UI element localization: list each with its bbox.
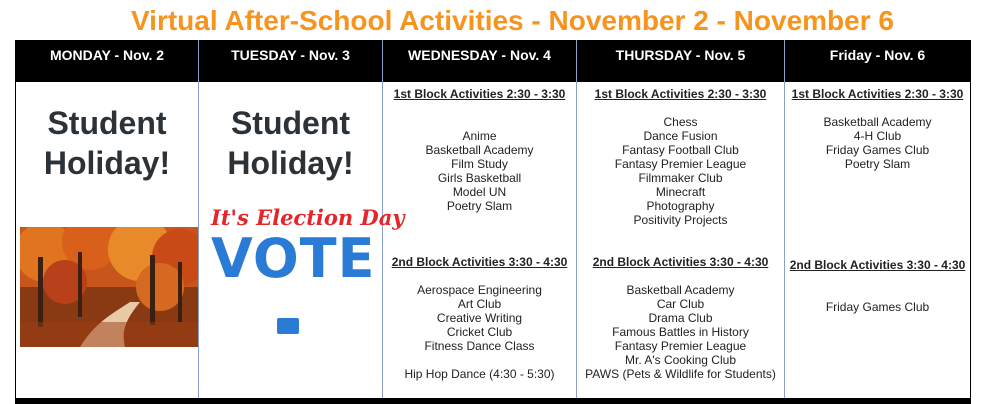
list-item: Fitness Dance Class bbox=[424, 339, 535, 353]
list-item: Basketball Academy bbox=[425, 143, 534, 157]
block-heading-first: 1st Block Activities 2:30 - 3:30 bbox=[594, 87, 767, 101]
list-item: Poetry Slam bbox=[844, 157, 911, 171]
day-header-monday: MONDAY - Nov. 2 bbox=[16, 40, 198, 82]
block-heading-first: 1st Block Activities 2:30 - 3:30 bbox=[393, 87, 566, 101]
list-item: Girls Basketball bbox=[437, 171, 522, 185]
list-item: Photography bbox=[646, 199, 715, 213]
list-item: Basketball Academy bbox=[823, 115, 932, 129]
list-item: 4-H Club bbox=[853, 129, 902, 143]
list-item: Drama Club bbox=[648, 311, 713, 325]
block-heading-second: 2nd Block Activities 3:30 - 4:30 bbox=[592, 255, 769, 269]
list-item: Car Club bbox=[656, 297, 705, 311]
activity-list-second-block bbox=[577, 283, 784, 381]
list-item: Model UN bbox=[452, 185, 507, 199]
list-item: Chess bbox=[663, 115, 698, 129]
activity-list-first-block bbox=[785, 115, 970, 171]
vote-logo-icon bbox=[277, 318, 299, 334]
list-item: Fantasy Premier League bbox=[614, 157, 747, 171]
list-item: Mr. A's Cooking Club bbox=[624, 353, 736, 367]
day-column-thursday bbox=[577, 40, 785, 404]
list-item: Poetry Slam bbox=[446, 199, 513, 213]
activity-list-first-block bbox=[383, 129, 576, 213]
holiday-line-1: Student bbox=[47, 105, 167, 141]
block-heading-first: 1st Block Activities 2:30 - 3:30 bbox=[791, 87, 964, 101]
day-header-friday: Friday - Nov. 6 bbox=[785, 40, 970, 82]
holiday-line-2: Holiday! bbox=[43, 145, 171, 181]
list-item: PAWS (Pets & Wildlife for Students) bbox=[585, 367, 776, 381]
day-column-tuesday bbox=[199, 40, 405, 404]
calendar-bottom-border bbox=[15, 398, 970, 404]
list-item: Film Study bbox=[451, 157, 508, 171]
block-heading-second: 2nd Block Activities 3:30 - 4:30 bbox=[789, 258, 966, 272]
holiday-label-monday bbox=[16, 103, 198, 183]
holiday-line-1: Student bbox=[230, 105, 351, 141]
list-item: Fantasy Premier League bbox=[614, 339, 747, 353]
block-heading-second: 2nd Block Activities 3:30 - 4:30 bbox=[391, 255, 568, 269]
page-title: Virtual After-School Activities - November 2 - November 6 bbox=[131, 5, 894, 36]
day-header-thursday: THURSDAY - Nov. 5 bbox=[577, 40, 784, 82]
list-item: Basketball Academy bbox=[626, 283, 735, 297]
election-day-text: It's Election Day bbox=[211, 205, 405, 230]
day-column-friday bbox=[785, 40, 971, 404]
activity-list-second-block bbox=[383, 283, 576, 353]
election-day-vote-graphic bbox=[211, 205, 405, 325]
list-item: Anime bbox=[462, 129, 497, 143]
list-item: Creative Writing bbox=[436, 311, 523, 325]
list-item: Filmmaker Club bbox=[638, 171, 723, 185]
autumn-path-photo bbox=[20, 227, 198, 347]
activity-extra: Hip Hop Dance (4:30 - 5:30) bbox=[404, 367, 555, 381]
activity-list-second-block bbox=[785, 300, 970, 314]
day-header-tuesday: TUESDAY - Nov. 3 bbox=[199, 40, 382, 82]
day-column-wednesday bbox=[383, 40, 577, 404]
activity-list-first-block bbox=[577, 115, 784, 227]
list-item: Cricket Club bbox=[446, 325, 513, 339]
list-item: Friday Games Club bbox=[825, 143, 930, 157]
list-item: Dance Fusion bbox=[643, 129, 718, 143]
list-item: Aerospace Engineering bbox=[417, 283, 542, 297]
list-item: Famous Battles in History bbox=[612, 325, 749, 339]
list-item: Positivity Projects bbox=[633, 213, 728, 227]
holiday-label-tuesday bbox=[199, 103, 382, 183]
day-header-wednesday: WEDNESDAY - Nov. 4 bbox=[383, 40, 576, 82]
vote-text: VOTE bbox=[211, 227, 376, 290]
day-column-monday bbox=[16, 40, 199, 404]
holiday-line-2: Holiday! bbox=[227, 145, 354, 181]
list-item: Art Club bbox=[457, 297, 502, 311]
list-item: Minecraft bbox=[655, 185, 706, 199]
list-item: Friday Games Club bbox=[825, 300, 930, 314]
activity-calendar bbox=[15, 40, 970, 404]
list-item: Fantasy Football Club bbox=[622, 143, 739, 157]
